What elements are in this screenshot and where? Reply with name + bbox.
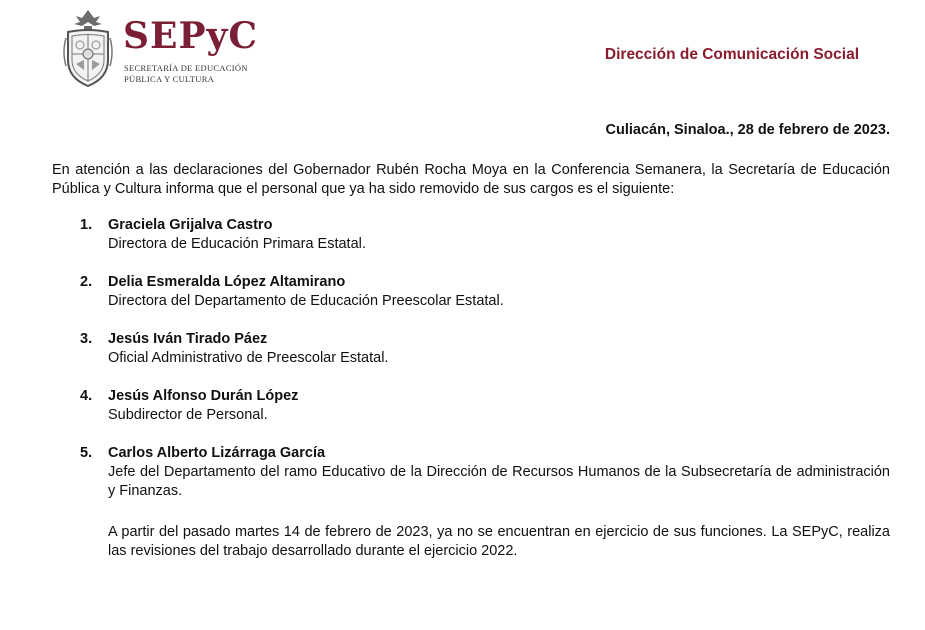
intro-paragraph: En atención a las declaraciones del Gobernador Rubén Rocha Moya en la Conferencia Semanera, la Secretaría de Educación Pública y Cultura informa que el personal que ya ha sido removido de sus cargos es el siguiente: bbox=[52, 162, 890, 197]
dateline: Culiacán, Sinaloa., 28 de febrero de 2023. bbox=[605, 122, 890, 138]
closing-paragraph: A partir del pasado martes 14 de febrero de 2023, ya no se encuentran en ejercicio de sus funciones. La SEPyC, realiza las revisiones del trabajo desarrollado durante el ejercicio 2022. bbox=[108, 524, 890, 559]
person-name: Jesús Alfonso Durán López bbox=[108, 388, 299, 404]
person-role: Subdirector de Personal. bbox=[108, 407, 268, 423]
person-name: Delia Esmeralda López Altamirano bbox=[108, 274, 346, 290]
person-name: Jesús Iván Tirado Páez bbox=[108, 331, 268, 347]
list-item-number: 5. bbox=[80, 445, 93, 461]
person-role: Oficial Administrativo de Preescolar Estatal. bbox=[108, 350, 389, 366]
person-role: Directora de Educación Primara Estatal. bbox=[108, 236, 366, 252]
brand-logo-text: SEPyC bbox=[123, 15, 259, 57]
brand-subtitle-line1: SECRETARÍA DE EDUCACIÓN bbox=[124, 63, 248, 73]
person-role: Directora del Departamento de Educación Preescolar Estatal. bbox=[108, 293, 504, 309]
list-item-number: 2. bbox=[80, 274, 93, 290]
department-title: Dirección de Comunicación Social bbox=[604, 46, 859, 63]
person-role: Jefe del Departamento del ramo Educativo de la Dirección de Recursos Humanos de la Subsecretaría de administración y Finanzas. bbox=[108, 464, 890, 499]
letterhead bbox=[0, 0, 925, 100]
brand-subtitle-line2: PÚBLICA Y CULTURA bbox=[124, 74, 215, 84]
person-name: Graciela Grijalva Castro bbox=[108, 217, 273, 233]
list-item bbox=[52, 216, 890, 254]
list-item-number: 4. bbox=[80, 388, 93, 404]
list-item bbox=[52, 387, 890, 425]
list-item-number: 1. bbox=[80, 217, 93, 233]
list-item bbox=[52, 273, 890, 311]
person-name: Carlos Alberto Lizárraga García bbox=[108, 445, 326, 461]
list-item-number: 3. bbox=[80, 331, 93, 347]
removed-personnel-list bbox=[52, 216, 890, 520]
brand-subtitle bbox=[124, 63, 248, 85]
list-item bbox=[52, 330, 890, 368]
list-item bbox=[52, 444, 890, 501]
state-seal-icon bbox=[62, 8, 114, 90]
